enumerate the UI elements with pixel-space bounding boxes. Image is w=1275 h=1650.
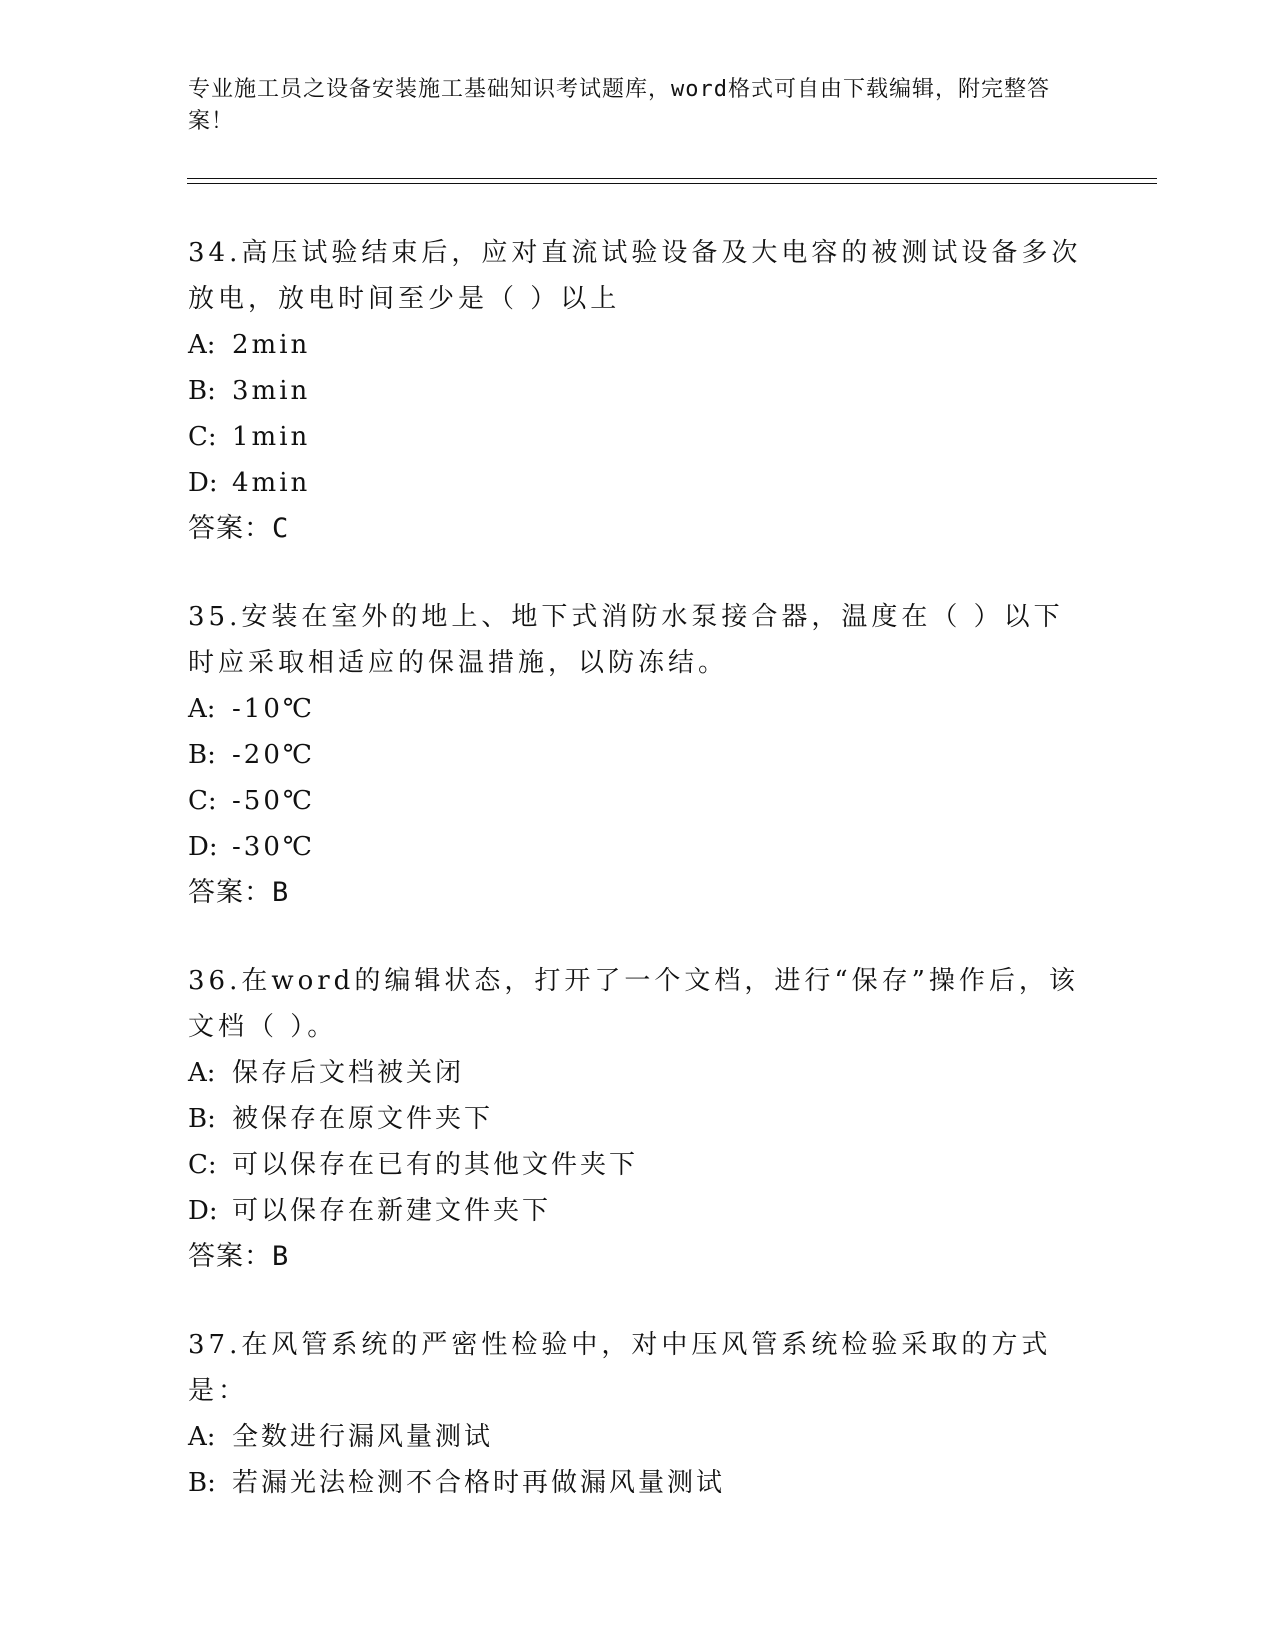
option-a bbox=[188, 1050, 1088, 1096]
option-a bbox=[188, 1414, 1088, 1460]
option-text: 可以保存在已有的其他文件夹下 bbox=[232, 1150, 639, 1180]
option-a bbox=[188, 686, 1088, 732]
option-letter: A: bbox=[188, 1422, 216, 1452]
header-rule-top bbox=[187, 178, 1157, 179]
option-text: -10℃ bbox=[232, 694, 315, 724]
option-letter: B: bbox=[188, 740, 216, 770]
question-34 bbox=[188, 230, 1088, 552]
question-36 bbox=[188, 958, 1088, 1280]
option-text: 2min bbox=[232, 330, 311, 360]
option-d bbox=[188, 460, 1088, 506]
answer-line: 答案：C bbox=[188, 513, 290, 544]
option-text: -50℃ bbox=[232, 786, 315, 816]
option-text: 3min bbox=[232, 376, 311, 406]
option-text: 被保存在原文件夹下 bbox=[232, 1104, 494, 1134]
option-d bbox=[188, 1188, 1088, 1234]
question-stem: 35.安装在室外的地上、地下式消防水泵接合器，温度在（ ）以下时应采取相适应的保温措施，以防冻结。 bbox=[188, 602, 1064, 678]
option-a bbox=[188, 322, 1088, 368]
option-letter: C: bbox=[188, 786, 217, 816]
document-header: 专业施工员之设备安装施工基础知识考试题库，word格式可自由下载编辑，附完整答案！ bbox=[188, 77, 1050, 134]
question-35 bbox=[188, 594, 1088, 916]
option-text: 全数进行漏风量测试 bbox=[232, 1422, 494, 1452]
option-letter: A: bbox=[188, 694, 216, 724]
option-text: -20℃ bbox=[232, 740, 315, 770]
option-b bbox=[188, 732, 1088, 778]
question-stem: 36.在word的编辑状态，打开了一个文档，进行“保存”操作后，该文档（ ）。 bbox=[188, 966, 1079, 1042]
answer-line: 答案：B bbox=[188, 877, 290, 908]
question-stem: 37.在风管系统的严密性检验中，对中压风管系统检验采取的方式是： bbox=[188, 1330, 1052, 1406]
answer-line: 答案：B bbox=[188, 1241, 290, 1272]
option-letter: D: bbox=[188, 1196, 218, 1226]
question-stem: 34.高压试验结束后，应对直流试验设备及大电容的被测试设备多次放电，放电时间至少是（ ）以上 bbox=[188, 238, 1082, 314]
option-letter: C: bbox=[188, 422, 217, 452]
question-37 bbox=[188, 1322, 1088, 1506]
option-text: 可以保存在新建文件夹下 bbox=[232, 1196, 552, 1226]
option-text: 4min bbox=[232, 468, 311, 498]
option-letter: B: bbox=[188, 1468, 216, 1498]
option-letter: A: bbox=[188, 330, 216, 360]
option-c bbox=[188, 778, 1088, 824]
option-text: -30℃ bbox=[232, 832, 315, 862]
option-b bbox=[188, 368, 1088, 414]
option-letter: D: bbox=[188, 468, 218, 498]
option-letter: B: bbox=[188, 376, 216, 406]
option-text: 若漏光法检测不合格时再做漏风量测试 bbox=[232, 1468, 726, 1498]
option-letter: D: bbox=[188, 832, 218, 862]
option-letter: A: bbox=[188, 1058, 216, 1088]
header-rule-bottom bbox=[187, 183, 1157, 184]
option-letter: C: bbox=[188, 1150, 217, 1180]
option-text: 保存后文档被关闭 bbox=[232, 1058, 465, 1088]
option-letter: B: bbox=[188, 1104, 216, 1134]
option-c bbox=[188, 1142, 1088, 1188]
option-b bbox=[188, 1460, 1088, 1506]
option-c bbox=[188, 414, 1088, 460]
option-d bbox=[188, 824, 1088, 870]
option-b bbox=[188, 1096, 1088, 1142]
option-text: 1min bbox=[232, 422, 311, 452]
